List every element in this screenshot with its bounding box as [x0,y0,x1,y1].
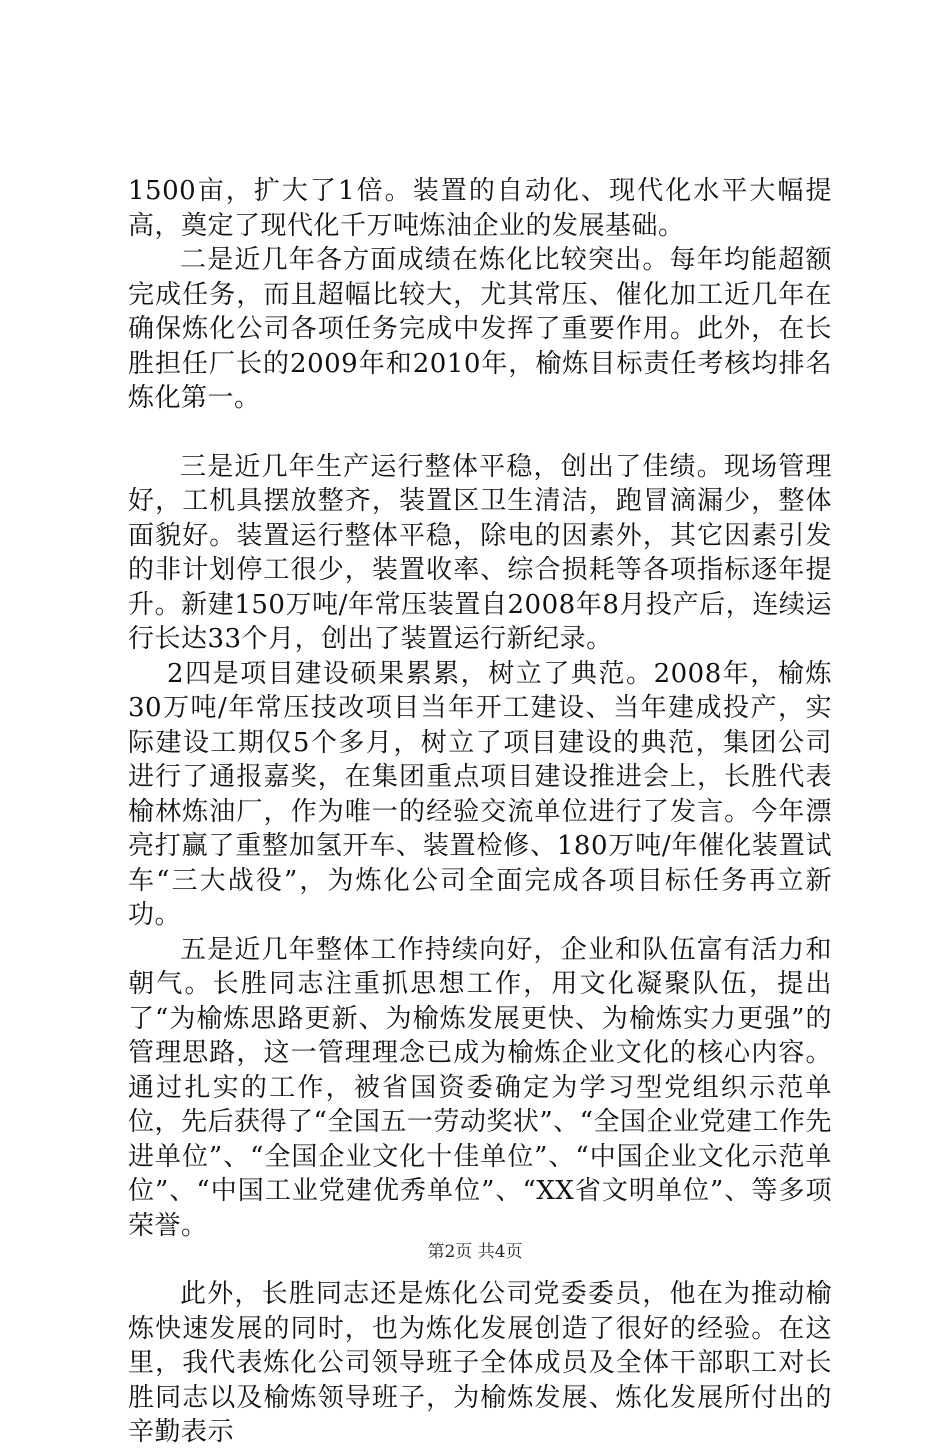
paragraph-continued: 1500亩，扩大了1倍。装置的自动化、现代化水平大幅提高，奠定了现代化千万吨炼油企业的发展基础。 [128,176,832,241]
page-number-footer: 第2页 共4页 [427,1242,523,1262]
paragraph-second-point: 二是近几年各方面成绩在炼化比较突出。每年均能超额完成任务，而且超幅比较大，尤其常压、催化加工近几年在确保炼化公司各项任务完成中发挥了重要作用。此外，在长胜担任厂长的2009年和2010年，榆炼目标责任考核均排名炼化第一。 [128,245,832,413]
paragraph-closing: 此外，长胜同志还是炼化公司党委委员，他在为推动榆炼快速发展的同时，也为炼化发展创造了很好的经验。在这里，我代表炼化公司领导班子全体成员及全体干部职工对长胜同志以及榆炼领导班子，为榆炼发展、炼化发展所付出的辛勤表示 [128,1279,832,1447]
paragraph-third-point: 三是近几年生产运行整体平稳，创出了佳绩。现场管理好，工机具摆放整齐，装置区卫生清洁，跑冒滴漏少，整体面貌好。装置运行整体平稳，除电的因素外，其它因素引发的非计划停工很少，装置收率、综合损耗等各项指标逐年提升。新建150万吨/年常压装置自2008年8月投产后，连续运行长达33个月，创出了装置运行新纪录。 [128,451,832,654]
paragraph-fourth-point: 2四是项目建设硕果累累，树立了典范。2008年，榆炼30万吨/年常压技改项目当年开工建设、当年建成投产，实际建设工期仅5个多月，树立了项目建设的典范，集团公司进行了通报嘉奖，在集团重点项目建设推进会上，长胜代表榆林炼油厂，作为唯一的经验交流单位进行了发言。今年漂亮打赢了重整加氢开车、装置检修、180万吨/年催化装置试车“三大战役”，为炼化公司全面完成各项目标任务再立新功。 [128,658,832,930]
paragraph-fifth-point: 五是近几年整体工作持续向好，企业和队伍富有活力和朝气。长胜同志注重抓思想工作，用文化凝聚队伍，提出了“为榆炼思路更新、为榆炼发展更快、为榆炼实力更强”的管理思路，这一管理理念已成为榆炼企业文化的核心内容。通过扎实的工作，被省国资委确定为学习型党组织示范单位，先后获得了“全国五一劳动奖状”、“全国企业党建工作先进单位”、“全国企业文化十佳单位”、“中国企业文化示范单位”、“中国工业党建优秀单位”、“XX省文明单位”、等多项荣誉。 [128,934,832,1241]
